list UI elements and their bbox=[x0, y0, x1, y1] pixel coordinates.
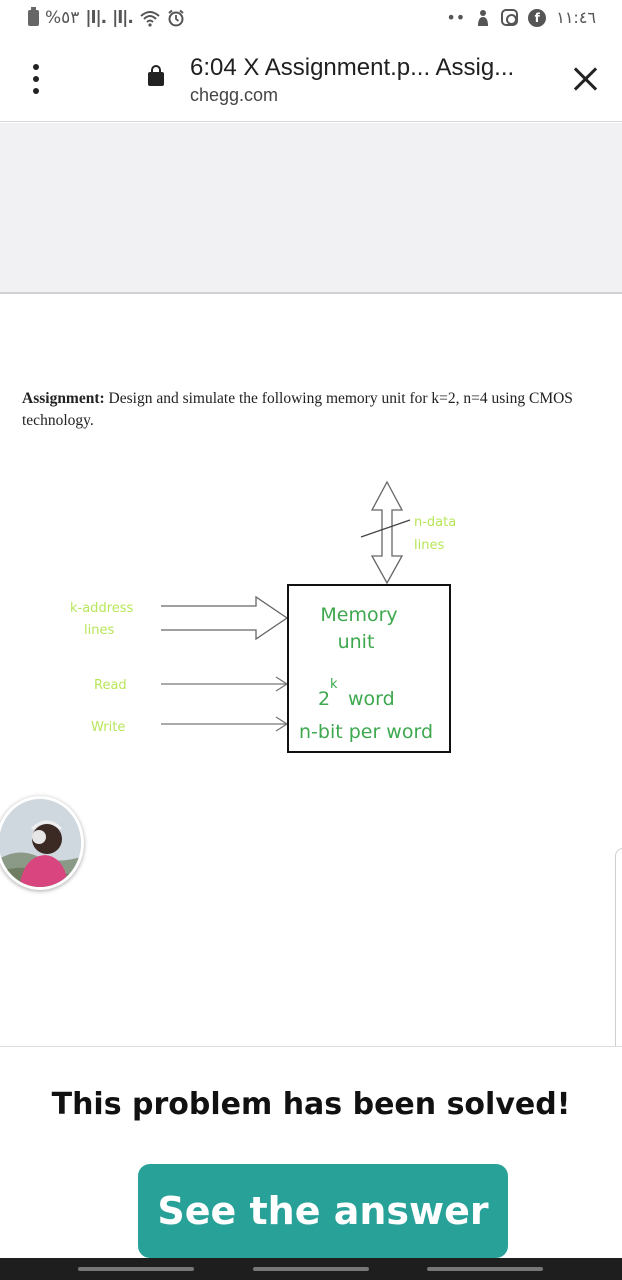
assignment-label: Assignment: bbox=[22, 390, 105, 407]
word-count-base: 2 bbox=[318, 688, 331, 710]
battery-level: %٥٣ bbox=[45, 8, 80, 28]
avatar[interactable] bbox=[0, 796, 84, 890]
facebook-icon: f bbox=[528, 9, 546, 27]
write-label: Write bbox=[91, 720, 126, 735]
address-lines-arrow bbox=[161, 597, 287, 639]
word-count-exponent: k bbox=[330, 677, 338, 692]
browser-address-bar bbox=[0, 36, 622, 122]
data-lines-label: lines bbox=[414, 538, 445, 553]
nav-recents-button[interactable] bbox=[427, 1267, 543, 1271]
assignment-body: Design and simulate the following memory unit for k=2, n=4 using CMOS technology. bbox=[22, 390, 573, 429]
assignment-text bbox=[22, 388, 612, 432]
clock: ١١:٤٦ bbox=[556, 8, 596, 27]
page-title[interactable]: 6:04 X Assignment.p... Assig... bbox=[190, 54, 515, 81]
read-label: Read bbox=[94, 678, 127, 693]
status-bar bbox=[0, 0, 622, 36]
dot-icon bbox=[33, 88, 39, 94]
more-options-button[interactable] bbox=[26, 64, 46, 94]
notification-dots: •• bbox=[446, 8, 466, 27]
memory-label: Memory bbox=[320, 604, 398, 626]
solution-panel bbox=[0, 1046, 622, 1258]
avatar-image bbox=[0, 799, 84, 890]
lock-icon bbox=[148, 72, 164, 86]
dot-icon bbox=[33, 76, 39, 82]
see-answer-button[interactable]: See the answer bbox=[138, 1164, 508, 1258]
signal-icon: |l|. bbox=[85, 8, 107, 28]
page-url[interactable]: chegg.com bbox=[190, 85, 279, 105]
battery-icon bbox=[28, 10, 39, 26]
wifi-icon bbox=[139, 9, 161, 27]
address-lines-label: lines bbox=[84, 623, 115, 638]
system-nav-bar bbox=[0, 1258, 622, 1280]
data-lines-arrow bbox=[372, 482, 402, 583]
data-lines-label: n-data bbox=[414, 515, 457, 530]
memory-unit-diagram bbox=[0, 470, 622, 770]
app-notification-icon bbox=[475, 9, 491, 27]
nav-back-button[interactable] bbox=[78, 1267, 194, 1271]
close-tab-button[interactable] bbox=[572, 66, 598, 92]
unit-label: unit bbox=[337, 631, 375, 653]
ad-placeholder bbox=[0, 123, 622, 294]
status-right bbox=[446, 8, 596, 27]
instagram-icon bbox=[501, 9, 518, 26]
solved-message: This problem has been solved! bbox=[51, 1087, 571, 1122]
alarm-icon bbox=[167, 9, 185, 27]
nav-home-button[interactable] bbox=[253, 1267, 369, 1271]
bits-per-word-label: n-bit per word bbox=[298, 721, 434, 743]
address-lines-label: k-address bbox=[70, 601, 134, 616]
signal-icon: |l|. bbox=[112, 8, 133, 28]
dot-icon bbox=[33, 64, 39, 70]
word-count-label: word bbox=[348, 688, 395, 710]
status-left bbox=[28, 8, 185, 28]
